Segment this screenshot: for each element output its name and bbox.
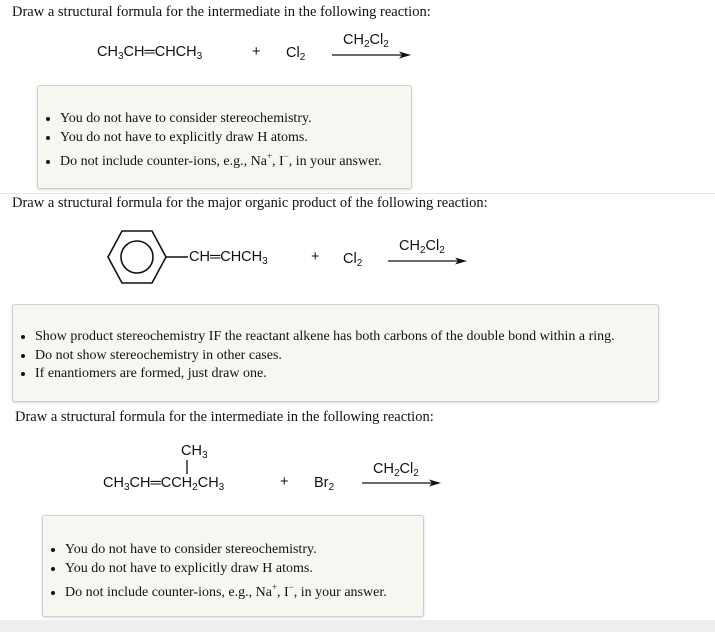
q3-reactant: $CH_3CH═CCH_2CH_3$ [103,475,225,493]
note-item: • Show product stereochemistry IF the reactant alkene has both carbons of the double bond within a ring. [35,328,658,347]
q1-solvent: $CH_2Cl_2$ [343,32,389,50]
q1-reagent: $Cl_2$ [286,45,306,63]
note-item: • If enantiomers are formed, just draw one. [35,365,658,384]
note-item: • Do not include counter-ions, e.g., Na+, I−, in your answer. [60,147,411,172]
q2-solvent: $CH_2Cl_2$ [399,238,445,256]
note-item: • You do not have to consider stereochemistry. [60,110,411,129]
q2-plus-sign: + [311,249,320,265]
q1-plus-sign: + [252,44,261,60]
q1-notes-box [37,85,412,189]
note-item: • You do not have to explicitly draw H atoms. [65,560,423,579]
q3-reagent: $Br_2$ [314,475,335,493]
benzene-ring-icon [94,226,190,290]
note-item: • You do not have to consider stereochemistry. [65,541,423,560]
q1-notes-list [38,110,411,172]
q1-reaction-arrow-icon [331,50,413,60]
page-bottom-bar [0,620,715,632]
q2-title: Draw a structural formula for the major organic product of the following reaction: [12,195,488,211]
q3-solvent: $CH_2Cl_2$ [373,461,419,479]
q3-substituent: $CH_3$ [181,443,208,461]
q2-reagent: $Cl_2$ [343,251,363,269]
q2-notes-box [12,304,659,402]
note-item: • You do not have to explicitly draw H atoms. [60,129,411,148]
q3-reaction-arrow-icon [361,478,443,488]
q3-notes-list [43,541,423,603]
q2-notes-list [13,328,658,384]
note-item: • Do not include counter-ions, e.g., Na+, I−, in your answer. [65,578,423,603]
q2-reactant-chain: $CH═CHCH_3$ [189,249,268,267]
q2-reaction-arrow-icon [387,256,469,266]
q3-plus-sign: + [280,474,289,490]
q1-reactant: $CH_3CH═CHCH_3$ [97,44,203,62]
section-divider-1 [0,193,715,194]
q1-title: Draw a structural formula for the intermediate in the following reaction: [12,4,431,20]
q3-title: Draw a structural formula for the intermediate in the following reaction: [15,409,434,425]
q3-notes-box [42,515,424,617]
note-item: • Do not show stereochemistry in other cases. [35,347,658,366]
q3-branch-bond [185,459,189,475]
